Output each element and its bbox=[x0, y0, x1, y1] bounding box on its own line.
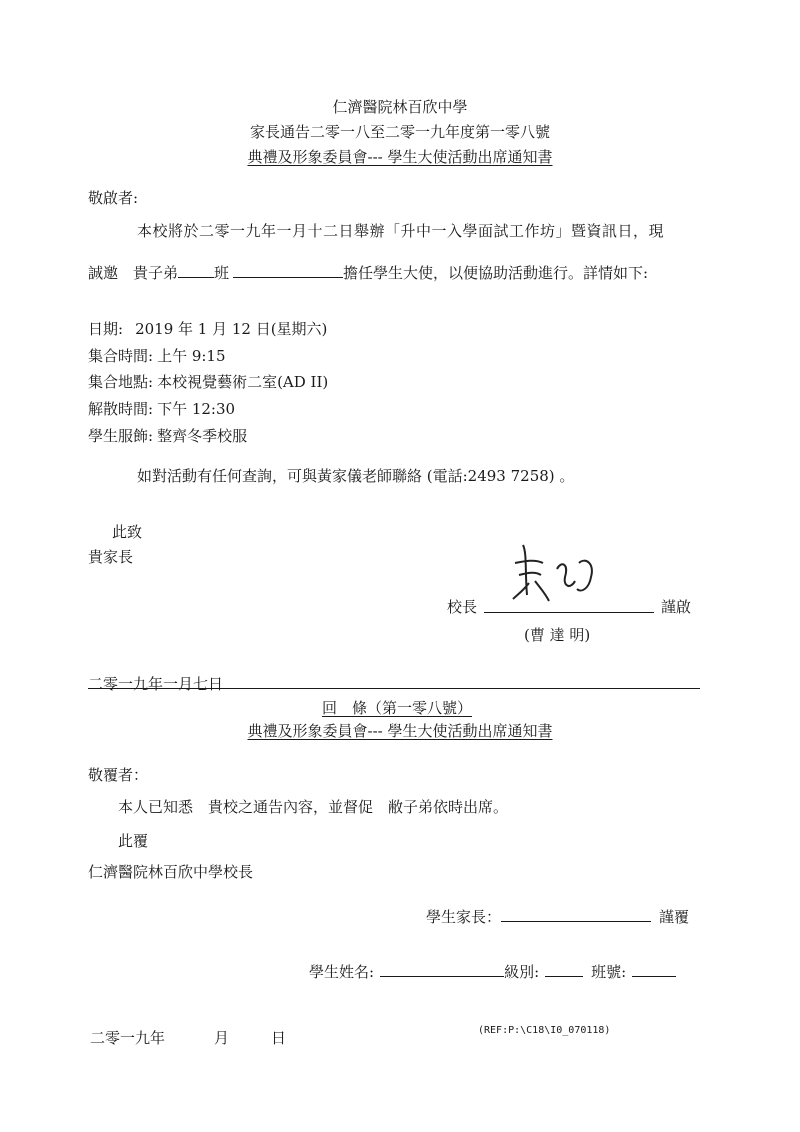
detail-assembly-place bbox=[88, 371, 328, 392]
principal-label: 校長 bbox=[447, 598, 478, 616]
detail-label: 日期: bbox=[88, 320, 124, 338]
detail-label: 集合地點: bbox=[88, 373, 154, 391]
detail-value: 2019 年 1 月 12 日(星期六) bbox=[135, 320, 328, 338]
reply-title: 回 條（第一零八號） bbox=[321, 699, 472, 717]
parent-signature-field[interactable] bbox=[501, 907, 651, 922]
principal-name: (曹 達 明) bbox=[524, 626, 591, 644]
signature-line bbox=[484, 612, 654, 613]
parent-respectfully: 謹覆 bbox=[659, 908, 690, 926]
enquiry-text: 如對活動有任何查詢，可與黃家儀老師聯絡 (電話:2493 7258) 。 bbox=[137, 467, 575, 485]
parent-signature-row bbox=[426, 906, 689, 927]
reply-closing: 此覆 bbox=[118, 832, 149, 850]
class-label: 級別: bbox=[504, 963, 540, 981]
student-name-label: 學生姓名: bbox=[309, 963, 375, 981]
class-blank bbox=[178, 263, 214, 278]
body-line-2 bbox=[88, 262, 648, 283]
reply-date-year: 二零一九年 bbox=[90, 1029, 166, 1047]
detail-date bbox=[88, 318, 327, 339]
student-name-field[interactable] bbox=[380, 962, 504, 977]
reply-addressee: 仁濟醫院林百欣中學校長 bbox=[88, 863, 254, 881]
tear-off-divider bbox=[88, 688, 700, 689]
notice-number: 家長通告二零一八至二零一九年度第一零八號 bbox=[249, 123, 550, 141]
addressee: 貴家長 bbox=[88, 548, 134, 566]
body-line-1: 本校將於二零一九年一月十二日舉辦「升中一入學面試工作坊」暨資訊日，現 bbox=[137, 222, 665, 240]
detail-value: 本校視覺藝術二室(AD II) bbox=[157, 373, 329, 391]
detail-value: 上午 9:15 bbox=[157, 347, 226, 365]
class-field[interactable] bbox=[545, 962, 583, 977]
reply-body: 本人已知悉 貴校之通告內容，並督促 敝子弟依時出席。 bbox=[118, 798, 509, 816]
reply-salutation: 敬覆者： bbox=[88, 766, 149, 784]
parent-label: 學生家長： bbox=[426, 908, 502, 926]
reference-code: (REF:P:\C18\I0_070118) bbox=[478, 1025, 611, 1036]
reply-date-month: 月 bbox=[214, 1029, 230, 1047]
closing: 此致 bbox=[112, 523, 143, 541]
name-blank bbox=[233, 263, 343, 278]
respectfully: 謹啟 bbox=[661, 598, 692, 616]
principal-signature bbox=[505, 533, 605, 613]
detail-assembly-time bbox=[88, 345, 226, 366]
detail-attire bbox=[88, 425, 247, 446]
body-line-2-suffix: 擔任學生大使，以便協助活動進行。詳情如下: bbox=[343, 264, 649, 282]
detail-label: 解散時間: bbox=[88, 400, 154, 418]
notice-date: 二零一九年一月七日 bbox=[88, 675, 224, 693]
reply-subject: 典禮及形象委員會--- 學生大使活動出席通知書 bbox=[247, 722, 553, 740]
detail-label: 集合時間: bbox=[88, 347, 154, 365]
notice-subject: 典禮及形象委員會--- 學生大使活動出席通知書 bbox=[247, 148, 553, 166]
body-line-2-class: 班 bbox=[214, 264, 230, 282]
school-name: 仁濟醫院林百欣中學 bbox=[332, 98, 468, 116]
student-info-row bbox=[309, 961, 676, 982]
detail-value: 整齊冬季校服 bbox=[157, 427, 248, 445]
detail-dismissal-time bbox=[88, 398, 235, 419]
class-no-field[interactable] bbox=[632, 962, 676, 977]
class-no-label: 班號: bbox=[591, 963, 627, 981]
reply-date-day: 日 bbox=[271, 1029, 287, 1047]
body-line-2-prefix: 誠邀 貴子弟 bbox=[88, 264, 179, 282]
salutation: 敬啟者: bbox=[88, 189, 139, 207]
detail-label: 學生服飾: bbox=[88, 427, 154, 445]
detail-value: 下午 12:30 bbox=[157, 400, 236, 418]
